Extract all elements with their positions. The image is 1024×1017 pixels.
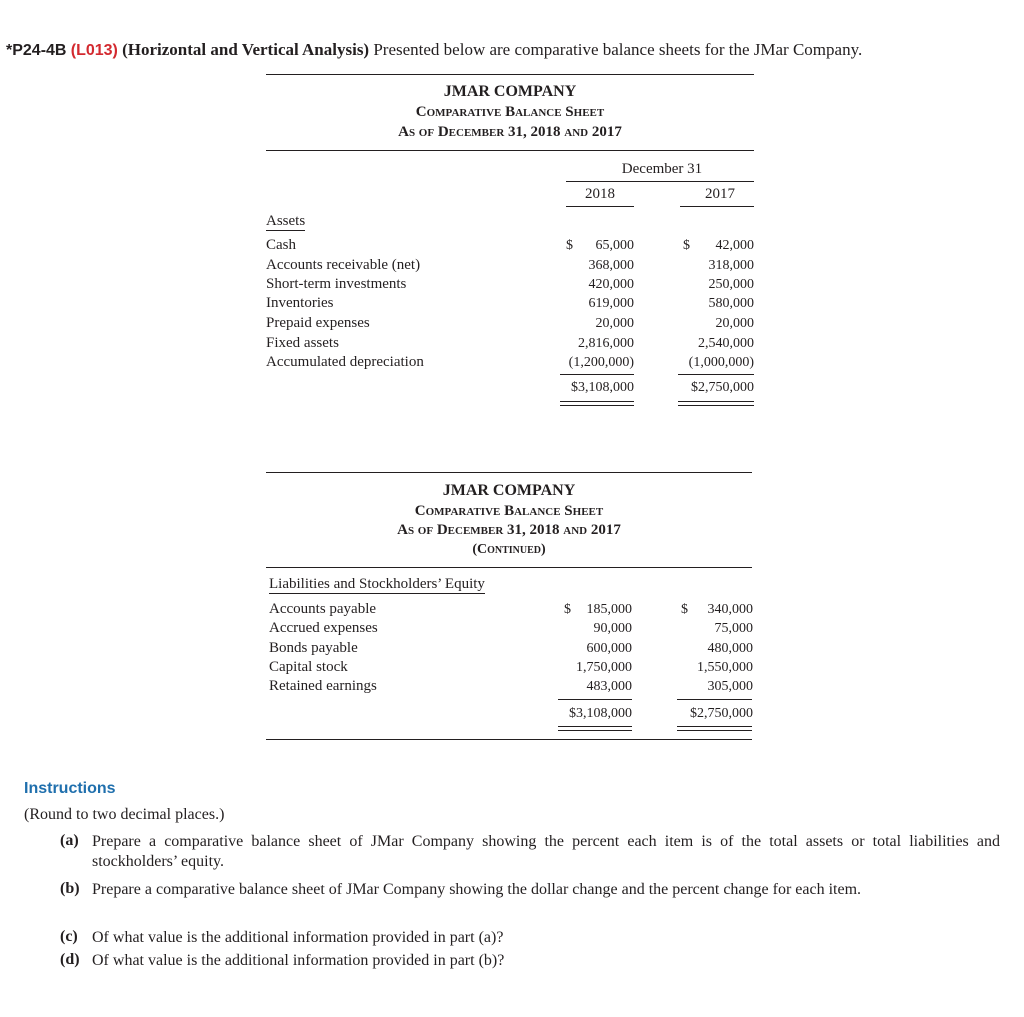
asset-label: Short-term investments [266, 276, 407, 292]
asset-label: Cash [266, 237, 296, 253]
asset-label: Accounts receivable (net) [266, 257, 421, 273]
liab-total-double-rule-2017 [677, 726, 752, 731]
asset-value-2018: 420,000 [588, 277, 634, 292]
asset-label: Fixed assets [266, 335, 339, 351]
instruction-item-a [60, 832, 1000, 874]
instruction-label: (b) [60, 880, 80, 897]
instructions-title: Instructions [24, 780, 116, 797]
liab-header-rule [266, 567, 752, 568]
dollar-sign: $ [681, 602, 688, 617]
liab-date-line: As of December 31, 2018 and 2017 [397, 522, 621, 538]
liability-value-2017: 340,000 [707, 602, 753, 617]
dollar-sign: $ [564, 602, 571, 617]
instruction-text: Prepare a comparative balance sheet of JMar Company showing the dollar change and the percent change for each item. [92, 881, 862, 898]
instruction-text: Prepare a comparative balance sheet of JMar Company showing the percent each item is of the total assets or total liabilities and stockholders’ equity. [92, 833, 1000, 870]
asset-value-2017: (1,000,000) [688, 355, 754, 370]
liability-value-2018: 483,000 [586, 679, 632, 694]
liab-bottom-rule [266, 739, 752, 740]
liability-label: Retained earnings [269, 678, 377, 694]
asset-value-2018: (1,200,000) [568, 355, 634, 370]
liability-label: Accounts payable [269, 601, 377, 617]
liab-company-name: JMAR COMPANY [442, 482, 576, 499]
asset-value-2018: 2,816,000 [578, 336, 634, 351]
asset-value-2017: 42,000 [715, 238, 754, 253]
liability-label: Capital stock [269, 659, 348, 675]
asset-value-2018: 368,000 [588, 258, 634, 273]
asset-value-2018: 65,000 [595, 238, 634, 253]
column-header-2018: 2018 [585, 186, 615, 202]
subtotal-rule-2017 [678, 374, 754, 375]
liability-value-2017: 480,000 [707, 641, 753, 656]
assets-sheet-title: Comparative Balance Sheet [415, 104, 605, 120]
liability-value-2017: 305,000 [707, 679, 753, 694]
assets-section-label [266, 213, 305, 230]
asset-value-2017: 20,000 [715, 316, 754, 331]
total-assets-2017: $2,750,000 [691, 380, 754, 395]
col-2017-rule [680, 206, 754, 207]
instruction-label: (a) [60, 832, 79, 849]
problem-header [6, 40, 862, 60]
liability-value-2017: 1,550,000 [697, 660, 753, 675]
asset-value-2018: 619,000 [588, 296, 634, 311]
asset-value-2018: 20,000 [595, 316, 634, 331]
asset-value-2017: 250,000 [708, 277, 754, 292]
assets-date-line: As of December 31, 2018 and 2017 [398, 124, 622, 140]
problem-intro: Presented below are comparative balance sheets for the JMar Company. [373, 40, 863, 59]
asset-label: Prepaid expenses [266, 315, 370, 331]
liab-section-label [269, 576, 485, 593]
liability-value-2018: 90,000 [593, 621, 632, 636]
asset-label: Inventories [266, 295, 334, 311]
column-group-rule [566, 181, 754, 182]
liability-value-2018: 1,750,000 [576, 660, 632, 675]
total-liabilities-equity-2018: $3,108,000 [569, 706, 632, 721]
assets-header-rule [266, 150, 754, 151]
instruction-text: Of what value is the additional information provided in part (b)? [92, 952, 505, 969]
assets-section-label-text: Assets [266, 213, 306, 229]
liability-label: Bonds payable [269, 640, 358, 656]
instruction-item-d [60, 951, 1000, 973]
instruction-label: (c) [60, 928, 78, 945]
liability-value-2018: 185,000 [586, 602, 632, 617]
problem-topic: (Horizontal and Vertical Analysis) [122, 40, 370, 59]
instruction-item-b [60, 880, 1000, 922]
col-2018-rule [566, 206, 634, 207]
instructions-note: (Round to two decimal places.) [24, 806, 225, 823]
instruction-item-c [60, 928, 1000, 950]
total-double-rule-2018 [560, 401, 634, 406]
problem-number: *P24-4B [6, 42, 67, 59]
learning-objective: (L013) [70, 42, 118, 59]
asset-value-2017: 580,000 [708, 296, 754, 311]
assets-top-rule [266, 74, 754, 75]
column-group-header: December 31 [621, 161, 703, 177]
total-double-rule-2017 [678, 401, 754, 406]
asset-label: Accumulated depreciation [266, 354, 424, 370]
instruction-text: Of what value is the additional information provided in part (a)? [92, 929, 504, 946]
assets-company-name: JMAR COMPANY [443, 83, 577, 100]
dollar-sign: $ [683, 238, 690, 253]
liability-value-2017: 75,000 [714, 621, 753, 636]
instruction-label: (d) [60, 951, 80, 968]
asset-value-2017: 318,000 [708, 258, 754, 273]
liab-top-rule [266, 472, 752, 473]
liability-label: Accrued expenses [269, 620, 378, 636]
asset-value-2017: 2,540,000 [698, 336, 754, 351]
liab-subtotal-rule-2018 [558, 699, 632, 700]
subtotal-rule-2018 [560, 374, 634, 375]
liab-total-double-rule-2018 [558, 726, 632, 731]
dollar-sign: $ [566, 238, 573, 253]
total-liabilities-equity-2017: $2,750,000 [690, 706, 753, 721]
column-header-2017: 2017 [705, 186, 735, 202]
total-assets-2018: $3,108,000 [571, 380, 634, 395]
liab-subtotal-rule-2017 [677, 699, 752, 700]
liab-section-label-text: Liabilities and Stockholders’ Equity [269, 576, 485, 592]
liability-value-2018: 600,000 [586, 641, 632, 656]
liab-continued: (Continued) [472, 542, 546, 557]
liab-sheet-title: Comparative Balance Sheet [414, 503, 604, 519]
